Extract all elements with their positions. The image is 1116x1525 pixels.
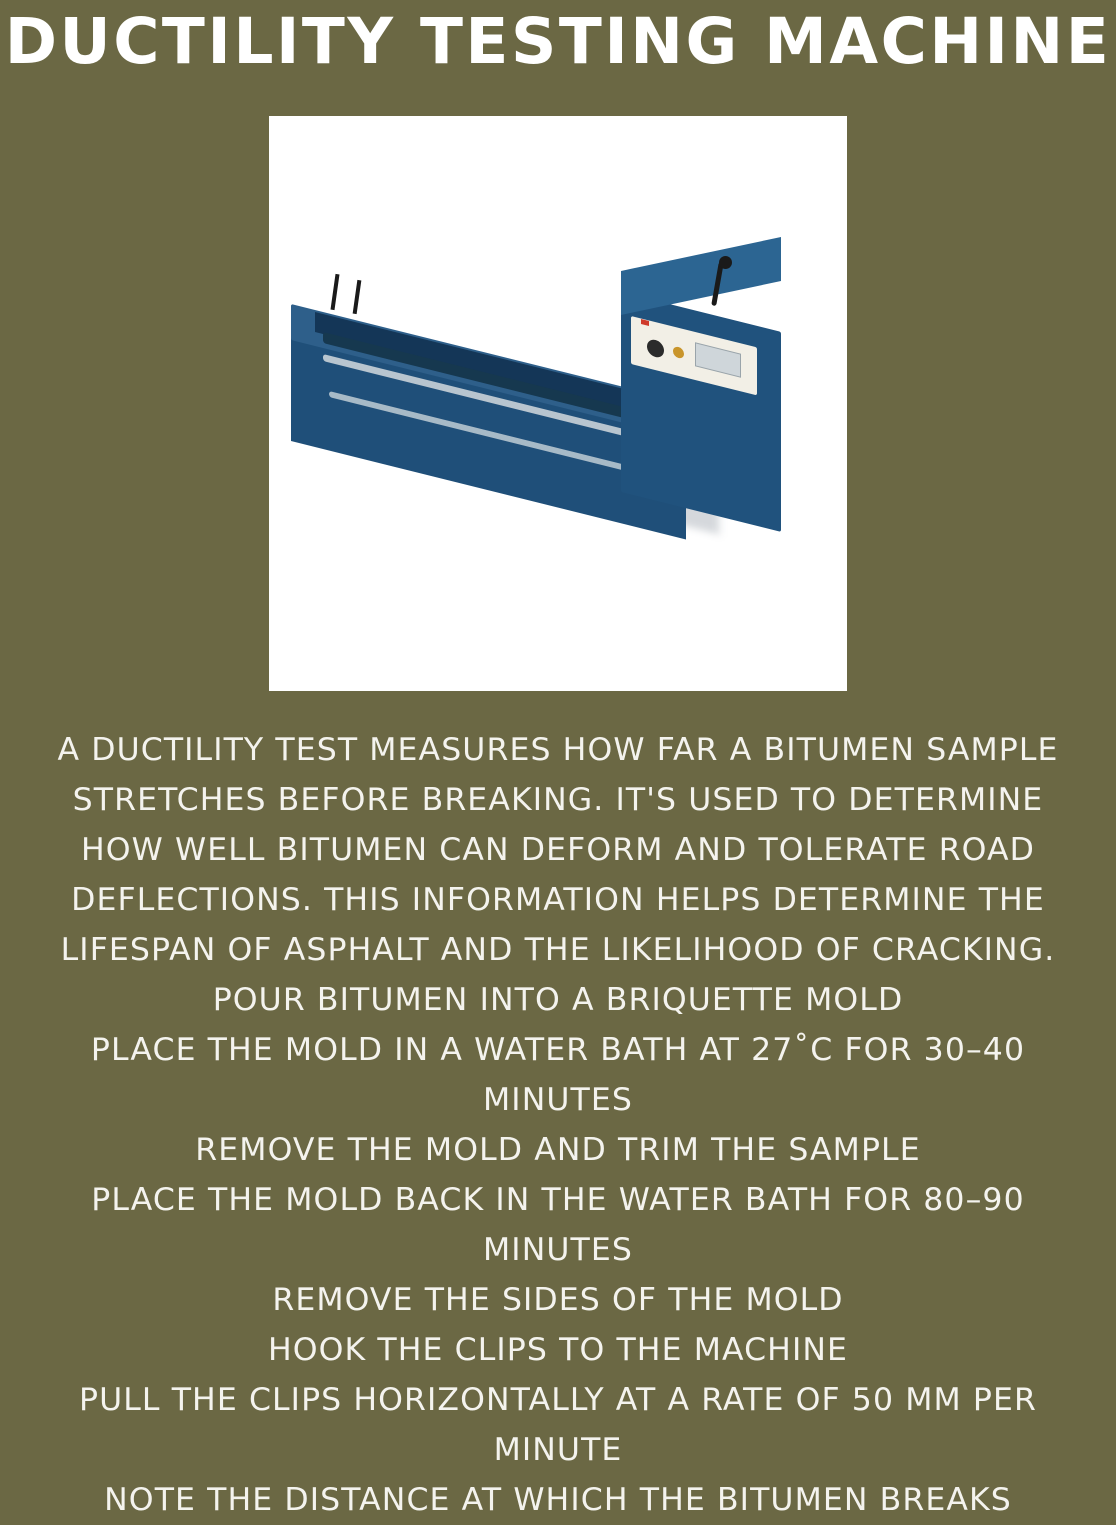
page-title: DUCTILITY TESTING MACHINE	[4, 5, 1112, 78]
machine-handle-left	[331, 274, 340, 310]
list-item: PLACE THE MOLD BACK IN THE WATER BATH FOR 80–90 MINUTES	[91, 1182, 1025, 1268]
machine-illustration	[269, 116, 847, 691]
machine-lever-knob	[719, 256, 732, 269]
list-item: POUR BITUMEN INTO A BRIQUETTE MOLD	[212, 982, 904, 1018]
description-text: A DUCTILITY TEST MEASURES HOW FAR A BITUMEN SAMPLE STRETCHES BEFORE BREAKING. IT'S USED TO DETERMINE HOW WELL BITUMEN CAN DEFORM AND TOLERATE ROAD DEFLECTIONS. THIS INFORMATION HELPS DETERMINE THE LIFESPAN OF ASPHALT AND THE LIKELIHOOD OF CRACKING.	[57, 732, 1059, 968]
machine-image	[269, 116, 847, 691]
list-item: PULL THE CLIPS HORIZONTALLY AT A RATE OF 50 MM PER MINUTE	[79, 1382, 1037, 1468]
list-item: REMOVE THE SIDES OF THE MOLD	[272, 1282, 844, 1318]
list-item: PLACE THE MOLD IN A WATER BATH AT 27˚C FOR 30–40 MINUTES	[90, 1032, 1026, 1118]
list-item: NOTE THE DISTANCE AT WHICH THE BITUMEN BREAKS	[104, 1482, 1012, 1518]
procedure-steps	[28, 975, 1088, 1525]
machine-handle-right	[353, 280, 362, 314]
list-item: HOOK THE CLIPS TO THE MACHINE	[267, 1332, 849, 1368]
machine-cabinet-top-face	[621, 237, 781, 315]
list-item: REMOVE THE MOLD AND TRIM THE SAMPLE	[195, 1132, 921, 1168]
